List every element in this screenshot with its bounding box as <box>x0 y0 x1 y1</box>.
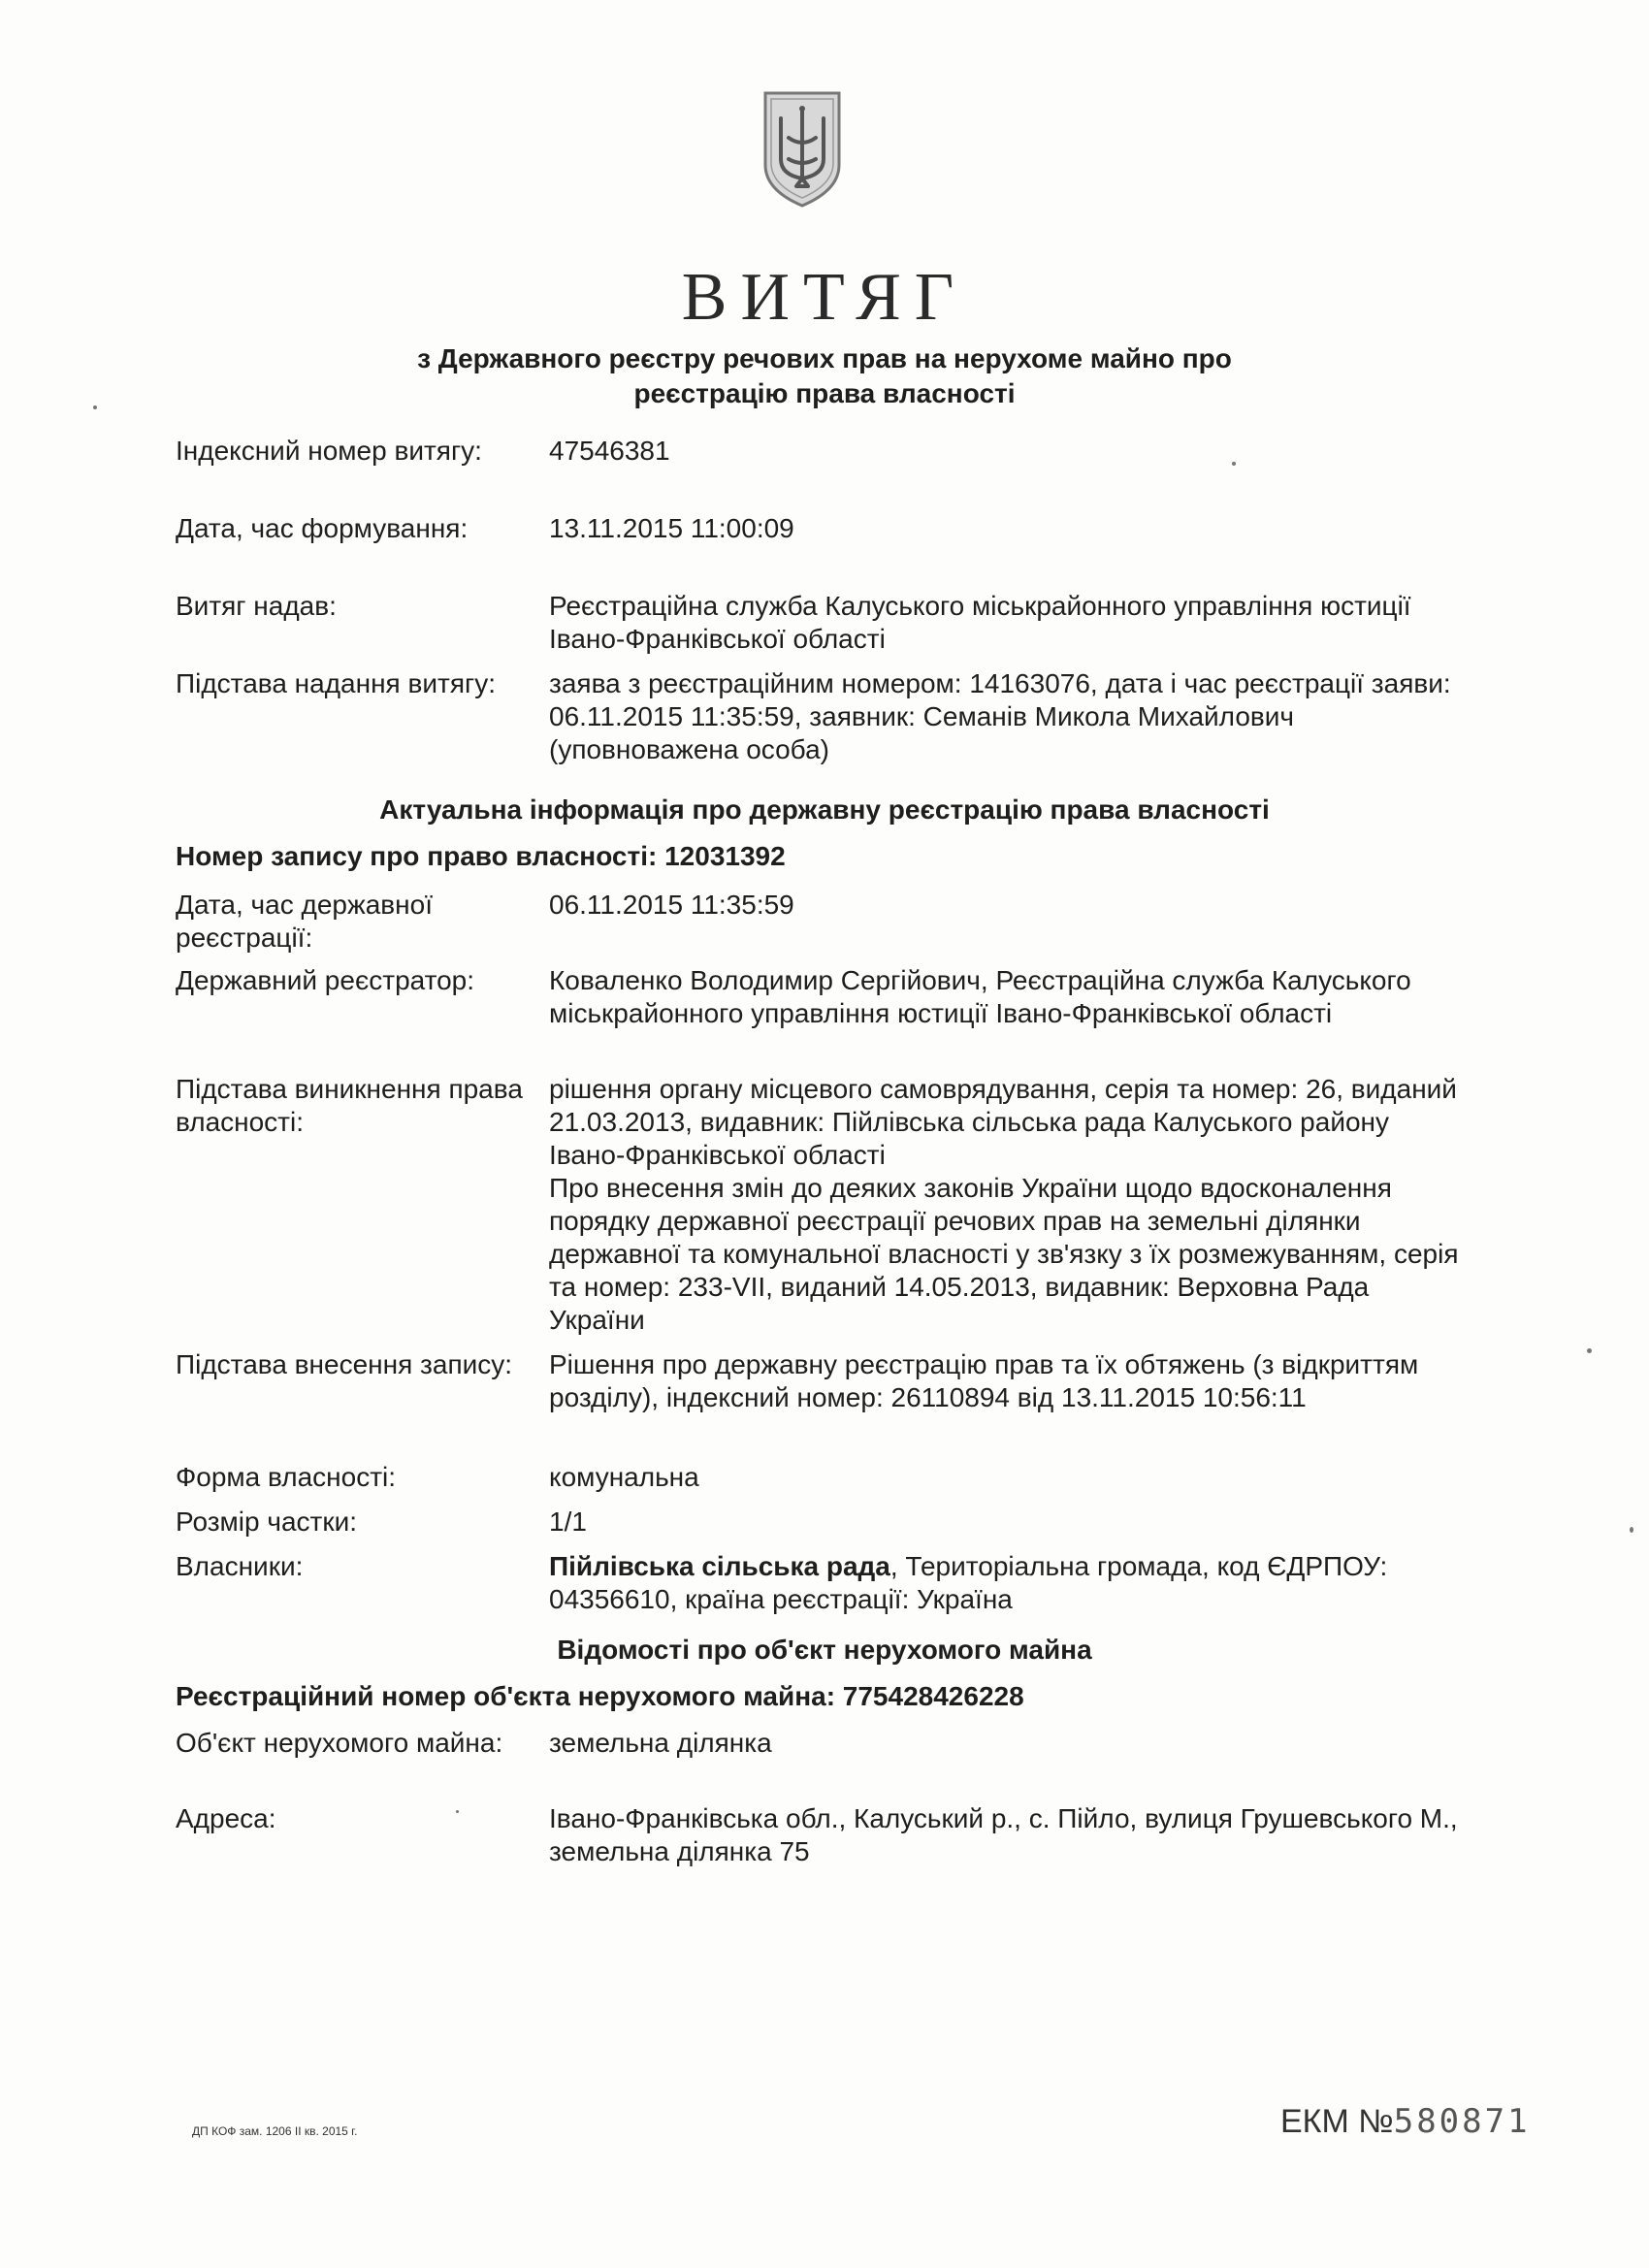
field-value: 13.11.2015 11:00:09 <box>549 513 794 543</box>
document-subtitle <box>242 341 1406 411</box>
field-value: комунальна <box>549 1462 699 1492</box>
field-label: Дата, час державної реєстрації: <box>176 890 433 953</box>
scan-speck <box>1232 462 1236 466</box>
field-label: Витяг надав: <box>176 591 337 621</box>
field-value: 06.11.2015 11:35:59 <box>549 890 794 920</box>
scan-speck <box>456 1810 459 1813</box>
basis-paragraph-1: рішення органу місцевого самоврядування, серія та номер: 26, виданий 21.03.2013, видавник: Пійлівська сільська рада Калуського району Івано-Франківської області <box>549 1074 1457 1170</box>
field-label: Форма власності: <box>176 1462 397 1492</box>
owner-details: , Територіальна громада, код ЄДРПОУ: 04356610, країна реєстрації: Україна <box>549 1551 1388 1614</box>
field-value: 47546381 <box>549 436 670 466</box>
field-label: Підстава виникнення права власності: <box>176 1074 523 1137</box>
field-label: Дата, час формування: <box>176 513 469 543</box>
field-value <box>549 1550 1461 1616</box>
field-value: Рішення про державну реєстрацію прав та їх обтяжень (з відкриттям розділу), індексний номер: 26110894 від 13.11.2015 10:56:11 <box>549 1349 1419 1412</box>
field-label: Підстава надання витягу: <box>176 668 496 698</box>
scan-speck <box>1630 1527 1633 1533</box>
property-registration-number: Реєстраційний номер об'єкта нерухомого майна: 775428426228 <box>176 1681 1024 1711</box>
field-label: Підстава внесення запису: <box>176 1349 513 1379</box>
field-value: 1/1 <box>549 1507 587 1537</box>
field-value: земельна ділянка <box>549 1728 772 1758</box>
scan-speck <box>93 405 97 409</box>
owner-name: Пійлівська сільська рада <box>549 1551 890 1581</box>
serial-prefix: ЕКМ № <box>1280 2103 1394 2140</box>
field-value: Коваленко Володимир Сергійович, Реєстраційна служба Калуського міськрайонного управління юстиції Івано-Франківської області <box>549 965 1411 1028</box>
ownership-section-title: Актуальна інформація про державну реєстрацію права власності <box>379 794 1270 825</box>
property-section-title: Відомості про об'єкт нерухомого майна <box>557 1635 1092 1665</box>
field-value: Реєстраційна служба Калуського міськрайонного управління юстиції Івано-Франківської області <box>549 591 1411 654</box>
field-label: Адреса: <box>176 1803 276 1833</box>
field-label: Індексний номер витягу: <box>176 436 482 466</box>
field-value: Івано-Франківська обл., Калуський р., с. Пійло, вулиця Грушевського М., земельна ділянка 75 <box>549 1803 1458 1866</box>
field-label: Розмір частки: <box>176 1507 358 1537</box>
field-label: Об'єкт нерухомого майна: <box>176 1728 503 1758</box>
field-value <box>549 1073 1461 1337</box>
form-serial-number <box>1280 2102 1531 2141</box>
subtitle-line-2: реєстрацію права власності <box>633 378 1016 408</box>
serial-number: 580871 <box>1393 2102 1531 2141</box>
field-value: заява з реєстраційним номером: 14163076, дата і час реєстрації заяви: 06.11.2015 11:35:59, заявник: Семанів Микола Михайлович (уповноважена особа) <box>549 668 1451 764</box>
scan-speck <box>1587 1348 1592 1353</box>
ownership-record-number: Номер запису про право власності: 12031392 <box>176 841 786 871</box>
printing-info: ДП КОФ зам. 1206 II кв. 2015 г. <box>192 2124 358 2138</box>
document-title: ВИТЯГ <box>681 260 968 335</box>
subtitle-line-1: з Державного реєстру речових прав на нерухоме майно про <box>417 343 1232 373</box>
field-label: Власники: <box>176 1551 304 1581</box>
field-label: Державний реєстратор: <box>176 965 475 995</box>
ukraine-trident-emblem-icon <box>760 89 845 210</box>
basis-paragraph-2: Про внесення змін до деяких законів України щодо вдосконалення порядку державної реєстрації речових прав на земельні ділянки державної та комунальної власності у зв'язку з їх розмежуванням, серія та номер: 233-VII, виданий 14.05.2013, видавник: Верховна Рада України <box>549 1173 1459 1335</box>
